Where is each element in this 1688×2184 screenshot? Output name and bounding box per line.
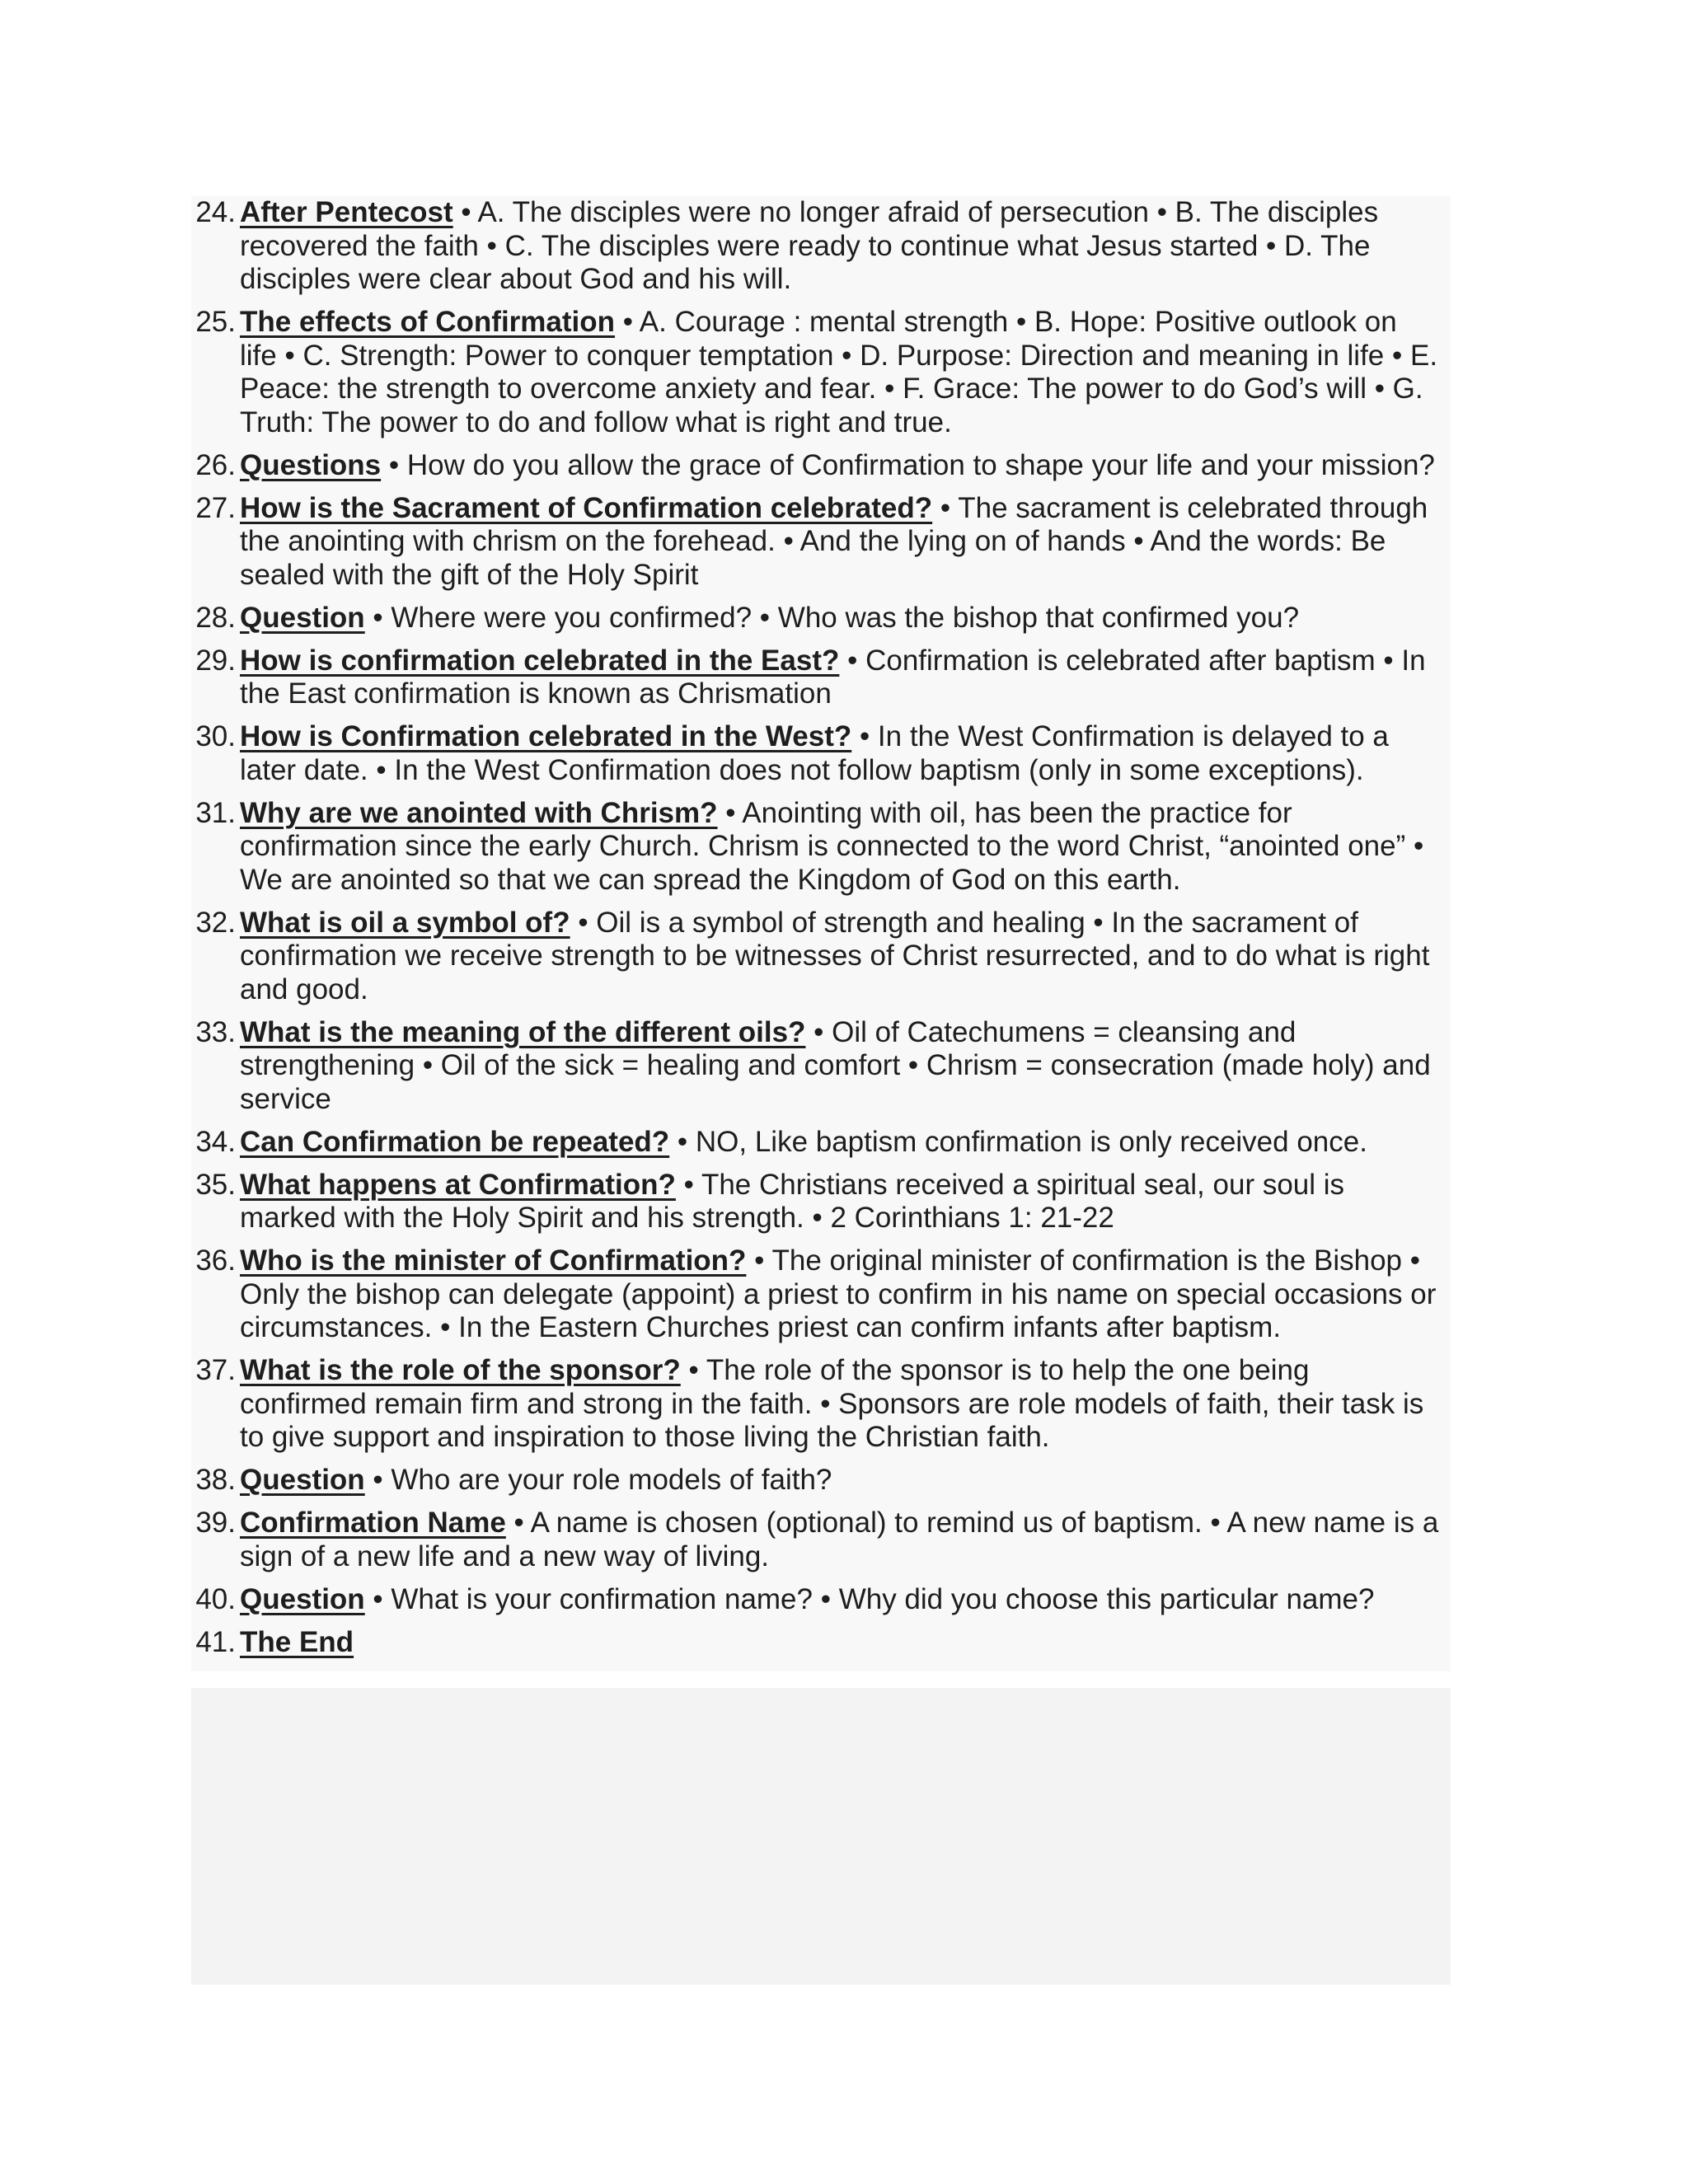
list-item — [0, 1464, 1442, 1497]
list-item — [0, 1169, 1442, 1235]
item-number: 38. — [195, 1464, 236, 1496]
item-heading: Question — [240, 1464, 365, 1496]
item-number: 24. — [195, 196, 236, 228]
item-heading: How is Confirmation celebrated in the West? — [240, 720, 852, 752]
list-item — [0, 644, 1442, 711]
item-body: • The Christians received a spiritual seal, our soul is marked with the Holy Spirit and his strength. • 2 Corinthians 1: 21-22 — [240, 1168, 1345, 1234]
item-number: 30. — [195, 720, 236, 752]
list-item — [0, 1354, 1442, 1455]
item-body: • A. The disciples were no longer afraid of persecution • B. The disciples recovered the faith • C. The disciples were ready to continue what Jesus started • D. The disciples were clear about God and his will. — [240, 196, 1379, 295]
item-number: 40. — [195, 1582, 236, 1615]
item-heading: Questions — [240, 448, 382, 481]
item-heading: How is confirmation celebrated in the East? — [240, 644, 840, 677]
item-body: • How do you allow the grace of Confirmation to shape your life and your mission? — [381, 448, 1435, 481]
list-item — [0, 1244, 1442, 1345]
item-heading: The effects of Confirmation — [240, 306, 616, 338]
item-body: • Who are your role models of faith? — [364, 1464, 832, 1496]
item-number: 37. — [195, 1354, 236, 1386]
item-body: • In the West Confirmation is delayed to a later date. • In the West Confirmation does not follow baptism (only in some exceptions). — [240, 720, 1389, 786]
list-item — [0, 492, 1442, 593]
item-number: 28. — [195, 601, 236, 634]
item-body: • Where were you confirmed? • Who was the bishop that confirmed you? — [364, 601, 1300, 634]
list-item — [0, 449, 1442, 483]
item-body: • Oil is a symbol of strength and healing • In the sacrament of confirmation we receive strength to be witnesses of Christ resurrected, and to do what is right and good. — [240, 906, 1430, 1005]
item-heading: Why are we anointed with Chrism? — [240, 796, 718, 829]
item-body: • Oil of Catechumens = cleansing and strengthening • Oil of the sick = healing and comfort • Chrism = consecration (made holy) and service — [240, 1015, 1431, 1115]
list-item — [0, 1626, 1442, 1660]
list-item — [0, 1583, 1442, 1617]
item-body: • The role of the sponsor is to help the one being confirmed remain firm and strong in the faith. • Sponsors are role models of faith, their task is to give support and inspiration to those living the Christian faith. — [240, 1354, 1424, 1453]
item-body: • Confirmation is celebrated after baptism • In the East confirmation is known as Chrismation — [240, 644, 1426, 710]
item-body: • A name is chosen (optional) to remind us of baptism. • A new name is a sign of a new life and a new way of living. — [240, 1507, 1439, 1572]
item-number: 26. — [195, 448, 236, 481]
list-item — [0, 1016, 1442, 1117]
list-item — [0, 797, 1442, 898]
item-heading: Who is the minister of Confirmation? — [240, 1244, 747, 1277]
item-number: 39. — [195, 1507, 236, 1539]
list-item — [0, 306, 1442, 439]
item-number: 27. — [195, 491, 236, 524]
item-body: • Anointing with oil, has been the practice for confirmation since the early Church. Chrism is connected to the word Christ, “anointed one” • We are anointed so that we can spread the Kingdom of God on this earth. — [240, 796, 1424, 896]
numbered-list — [0, 196, 1688, 1669]
item-heading: What is the role of the sponsor? — [240, 1354, 681, 1386]
item-heading: Question — [240, 601, 365, 634]
item-heading: What is oil a symbol of? — [240, 906, 570, 939]
item-heading: The End — [240, 1625, 354, 1658]
item-number: 25. — [195, 306, 236, 338]
blank-background-panel — [191, 1688, 1451, 1985]
item-number: 41. — [195, 1625, 236, 1658]
item-body: • NO, Like baptism confirmation is only received once. — [669, 1125, 1367, 1158]
list-item — [0, 602, 1442, 635]
item-body: • What is your confirmation name? • Why did you choose this particular name? — [364, 1582, 1375, 1615]
item-body: • A. Courage : mental strength • B. Hope: Positive outlook on life • C. Strength: Power to conquer temptation • D. Purpose: Direction and meaning in life • E. Peace: the strength to overcome anxiety and fear. • F. Grace: The power to do God’s will • G. Truth: The power to do and follow what is right and true. — [240, 306, 1438, 438]
item-heading: After Pentecost — [240, 196, 453, 228]
list-item — [0, 196, 1442, 297]
item-heading: How is the Sacrament of Confirmation celebrated? — [240, 491, 933, 524]
item-number: 35. — [195, 1168, 236, 1201]
item-number: 33. — [195, 1015, 236, 1048]
item-body: • The sacrament is celebrated through the anointing with chrism on the forehead. • And the lying on of hands • And the words: Be sealed with the gift of the Holy Spirit — [240, 491, 1428, 591]
item-number: 32. — [195, 906, 236, 939]
list-item — [0, 907, 1442, 1007]
item-body: • The original minister of confirmation is the Bishop • Only the bishop can delegate (appoint) a priest to confirm in his name on special occasions or circumstances. • In the Eastern Churches priest can confirm infants after baptism. — [240, 1244, 1437, 1343]
list-item — [0, 1507, 1442, 1573]
item-heading: What is the meaning of the different oils? — [240, 1015, 806, 1048]
item-number: 36. — [195, 1244, 236, 1277]
item-heading: What happens at Confirmation? — [240, 1168, 676, 1201]
item-number: 31. — [195, 796, 236, 829]
item-heading: Can Confirmation be repeated? — [240, 1125, 670, 1158]
item-number: 34. — [195, 1125, 236, 1158]
list-item — [0, 720, 1442, 787]
item-heading: Question — [240, 1582, 365, 1615]
list-item — [0, 1126, 1442, 1160]
item-number: 29. — [195, 644, 236, 677]
item-heading: Confirmation Name — [240, 1507, 506, 1539]
